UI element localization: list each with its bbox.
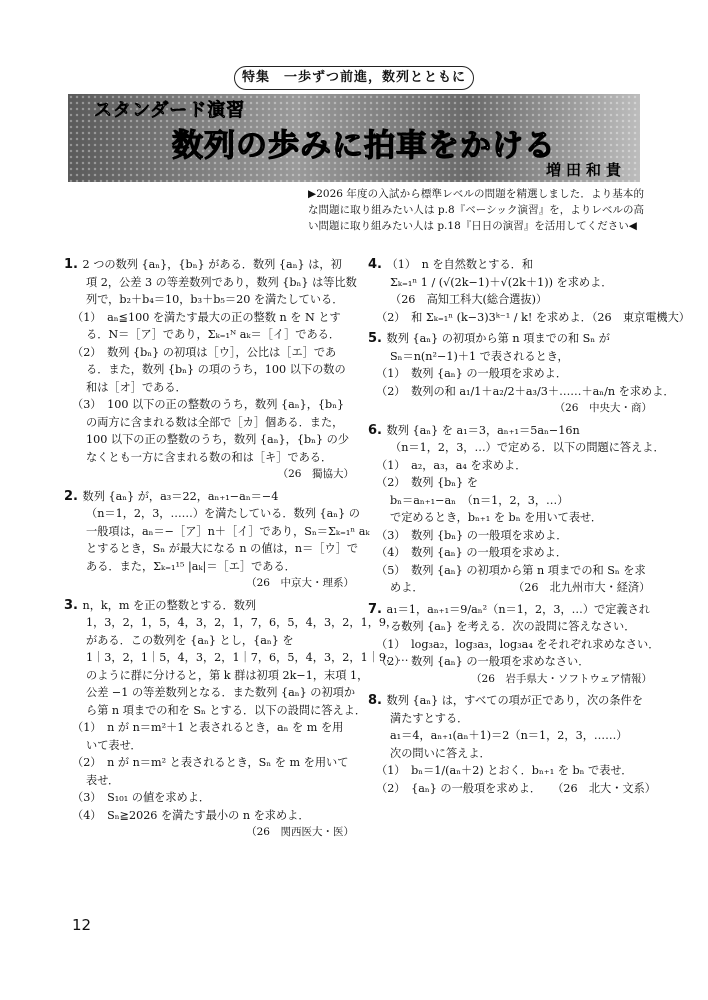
problem-line: 表せ． <box>86 773 120 787</box>
problem-source: （26 関西医大・医） <box>246 826 354 838</box>
problem-line: ら第 n 項までの和を Sₙ とする．以下の設問に答えよ． <box>86 703 367 717</box>
problem-line: （3） 数列 {bₙ} の一般項を求めよ． <box>376 528 568 542</box>
problem-4 <box>368 256 690 326</box>
problem-source: （26 中京大・理系） <box>246 577 354 589</box>
problem-line: （1） log₃a₂，log₃a₃，log₃a₄ をそれぞれ求めなさい． <box>376 637 660 651</box>
problem-line: の両方に含まれる数は全部で［カ］個ある．また， <box>86 415 344 429</box>
problem-line: 和は［オ］である． <box>86 380 187 394</box>
problem-line: Σₖ₌₁ⁿ 1 / (√(2k−1)＋√(2k＋1)) を求めよ． <box>390 275 613 289</box>
problem-line: 1，3，2，1，5，4，3，2，1，7，6，5，4，3，2，1，9，… <box>86 616 409 629</box>
problem-line: （4） 数列 {aₙ} の一般項を求めよ． <box>376 546 568 559</box>
problem-line <box>64 597 354 615</box>
problem-line: のように群に分けると，第 k 群は初項 2k−1，末項 1， <box>86 668 369 682</box>
problem-number: 7. <box>368 601 387 617</box>
special-feature-title: 特集 一歩ずつ前進，数列とともに <box>234 66 474 90</box>
problem-number: 3. <box>64 597 83 613</box>
problem-line: （3） S₁₀₁ の値を求めよ． <box>72 791 211 804</box>
problem-text: a₁＝1，aₙ₊₁＝9/aₙ²（n＝1，2，3，…）で定義され <box>386 602 650 616</box>
problem-line: いて表せ． <box>86 738 142 752</box>
problem-line: a₁＝4，aₙ₊₁(aₙ＋1)＝2（n＝1，2，3，……） <box>390 729 628 742</box>
problem-line: めよ． （26 北九州市大・経済） <box>390 581 651 594</box>
problem-line: Sₙ＝n(n²−1)＋1 で表されるとき， <box>390 349 569 363</box>
problem-text: 数列 {aₙ} は，すべての項が正であり，次の条件を <box>386 694 643 707</box>
problem-line: （5） 数列 {aₙ} の初項から第 n 項までの和 Sₙ を求 <box>376 563 646 577</box>
problem-number: 8. <box>368 693 387 708</box>
problem-line <box>368 256 652 274</box>
problem-number: 6. <box>368 422 387 438</box>
problem-line: （4） Sₙ≧2026 を満たす最小の n を求めよ． <box>72 808 310 822</box>
problem-line: 一般項は，aₙ＝−［ア］n＋［イ］であり，Sₙ＝Σₖ₌₁ⁿ aₖ <box>86 524 370 538</box>
problem-line: 項 2，公差 3 の等差数列であり，数列 {bₙ} は等比数 <box>86 275 357 289</box>
problem-line <box>368 692 652 710</box>
title-banner <box>68 94 640 182</box>
problem-number: 1. <box>64 257 83 272</box>
problem-line: bₙ＝aₙ₊₁−aₙ （n＝1，2，3，…） <box>390 493 569 507</box>
problem-line: 次の問いに答えよ． <box>390 746 491 760</box>
problem-line: とするとき，Sₙ が最大になる n の値は，n＝［ウ］で <box>86 542 359 555</box>
problem-text: n，k，m を正の整数とする．数列 <box>82 598 257 612</box>
problem-line <box>64 488 354 506</box>
banner-title: 数列の歩みに拍車をかける <box>172 128 556 164</box>
problem-text: 数列 {aₙ} が，a₃＝22，aₙ₊₁−aₙ＝−4 <box>82 489 279 503</box>
problem-line: （2） n が n＝m² と表されるとき，Sₙ を m を用いて <box>72 756 349 769</box>
problem-line <box>368 330 652 348</box>
problem-line: （2） 和 Σₖ₌₁ⁿ (k−3)3ᵏ⁻¹ / k! を求めよ．（26 東京電機大） <box>376 310 690 324</box>
problem-line: で定めるとき，bₙ₊₁ を bₙ を用いて表せ． <box>390 511 603 524</box>
problem-number: 4. <box>368 257 387 272</box>
problem-line: （2） 数列 {bₙ} を <box>376 476 478 489</box>
problem-line: （1） bₙ＝1/(aₙ＋2) とおく．bₙ₊₁ を bₙ で表せ． <box>376 764 633 777</box>
problem-line: （1） n が n＝m²＋1 と表されるとき，aₙ を m を用 <box>72 721 344 734</box>
problem-line: （1） a₂，a₃，a₄ を求めよ． <box>376 458 527 472</box>
problem-number: 2. <box>64 488 83 504</box>
problem-line: （26 高知工科大(総合選抜)） <box>390 293 548 306</box>
problem-line: （2） 数列 {bₙ} の初項は［ウ］，公比は［エ］であ <box>72 345 337 359</box>
problem-line: なくとも一方に含まれる数の和は［キ］である． <box>86 450 333 464</box>
problem-source: （26 獨協大） <box>277 468 354 480</box>
problem-line: 1｜3，2，1｜5，4，3，2，1｜7，6，5，4，3，2，1｜9，… <box>86 651 409 664</box>
left-column <box>64 256 409 846</box>
problem-line: る．また，数列 {bₙ} の項のうち，100 以下の数の <box>86 363 346 376</box>
problem-line: （2） {aₙ} の一般項を求めよ． （26 北大・文系） <box>376 781 656 795</box>
problem-8 <box>368 692 656 797</box>
problem-text: （1） n を自然数とする．和 <box>386 258 534 271</box>
problem-text: 数列 {aₙ} の初項から第 n 項までの和 Sₙ が <box>386 332 610 345</box>
problem-source: （26 岩手県大・ソフトウェア情報） <box>471 672 652 685</box>
problem-line: （1） aₙ≦100 を満たす最大の正の整数 n を N とす <box>72 310 341 324</box>
problem-line: （1） 数列 {aₙ} の一般項を求めよ． <box>376 367 568 380</box>
problem-line: （2） 数列 {aₙ} の一般項を求めなさい． <box>376 655 590 668</box>
problem-line: る数列 {aₙ} を考える．次の設問に答えなさい． <box>390 620 636 633</box>
right-column <box>368 256 690 801</box>
problem-number: 5. <box>368 331 387 346</box>
problem-3 <box>64 597 409 842</box>
problem-line: （3） 100 以下の正の整数のうち，数列 {aₙ}，{bₙ} <box>72 398 345 411</box>
banner-subtitle: スタンダード演習 <box>94 100 246 121</box>
problem-7 <box>368 601 660 689</box>
problem-6 <box>368 422 665 597</box>
problem-line <box>368 601 652 619</box>
problem-line: る．N＝［ア］であり，Σₖ₌₁ᴺ aₖ＝［イ］である． <box>86 328 341 341</box>
problem-1 <box>64 256 357 484</box>
problem-line: （2） 数列の和 a₁/1＋a₂/2＋a₃/3＋……＋aₙ/n を求めよ． <box>376 384 675 398</box>
problem-5 <box>368 330 675 418</box>
problem-text: 2 つの数列 {aₙ}，{bₙ} がある．数列 {aₙ} は，初 <box>82 258 342 271</box>
problem-line <box>368 422 652 440</box>
problem-2 <box>64 488 370 593</box>
problem-line <box>64 256 354 274</box>
problem-source: （26 中央大・商） <box>554 402 652 414</box>
problem-line: ある．また，Σₖ₌₁¹⁵ |aₖ|＝［エ］である． <box>86 559 296 573</box>
problem-line: （n＝1，2，3，…）で定める．以下の問題に答えよ． <box>390 441 665 454</box>
problem-line: 公差 −1 の等差数列となる．また数列 {aₙ} の初項か <box>86 686 356 699</box>
problem-line: がある．この数列を {aₙ} とし，{aₙ} を <box>86 633 294 647</box>
problem-line: 満たすとする． <box>390 711 469 725</box>
problem-line: 列で，b₂＋b₄＝10，b₃＋b₅＝20 を満たしている． <box>86 293 344 306</box>
author-name: 増田和貴 <box>545 161 626 179</box>
intro-text: ▶2026 年度の入試から標準レベルの問題を精選しました．より基本的な問題に取り組みたい人は p.8『ベーシック演習』を，よりレベルの高い問題に取り組みたい人は p.18『日日の演習』を活用してください◀ <box>308 188 644 232</box>
page-number: 12 <box>72 916 92 934</box>
problem-text: 数列 {aₙ} を a₁＝3，aₙ₊₁＝5aₙ−16n <box>386 423 580 437</box>
problem-line: 100 以下の正の整数のうち，数列 {aₙ}，{bₙ} の少 <box>86 433 350 446</box>
problem-line: （n＝1，2，3，……）を満たしている．数列 {aₙ} の <box>86 507 360 520</box>
